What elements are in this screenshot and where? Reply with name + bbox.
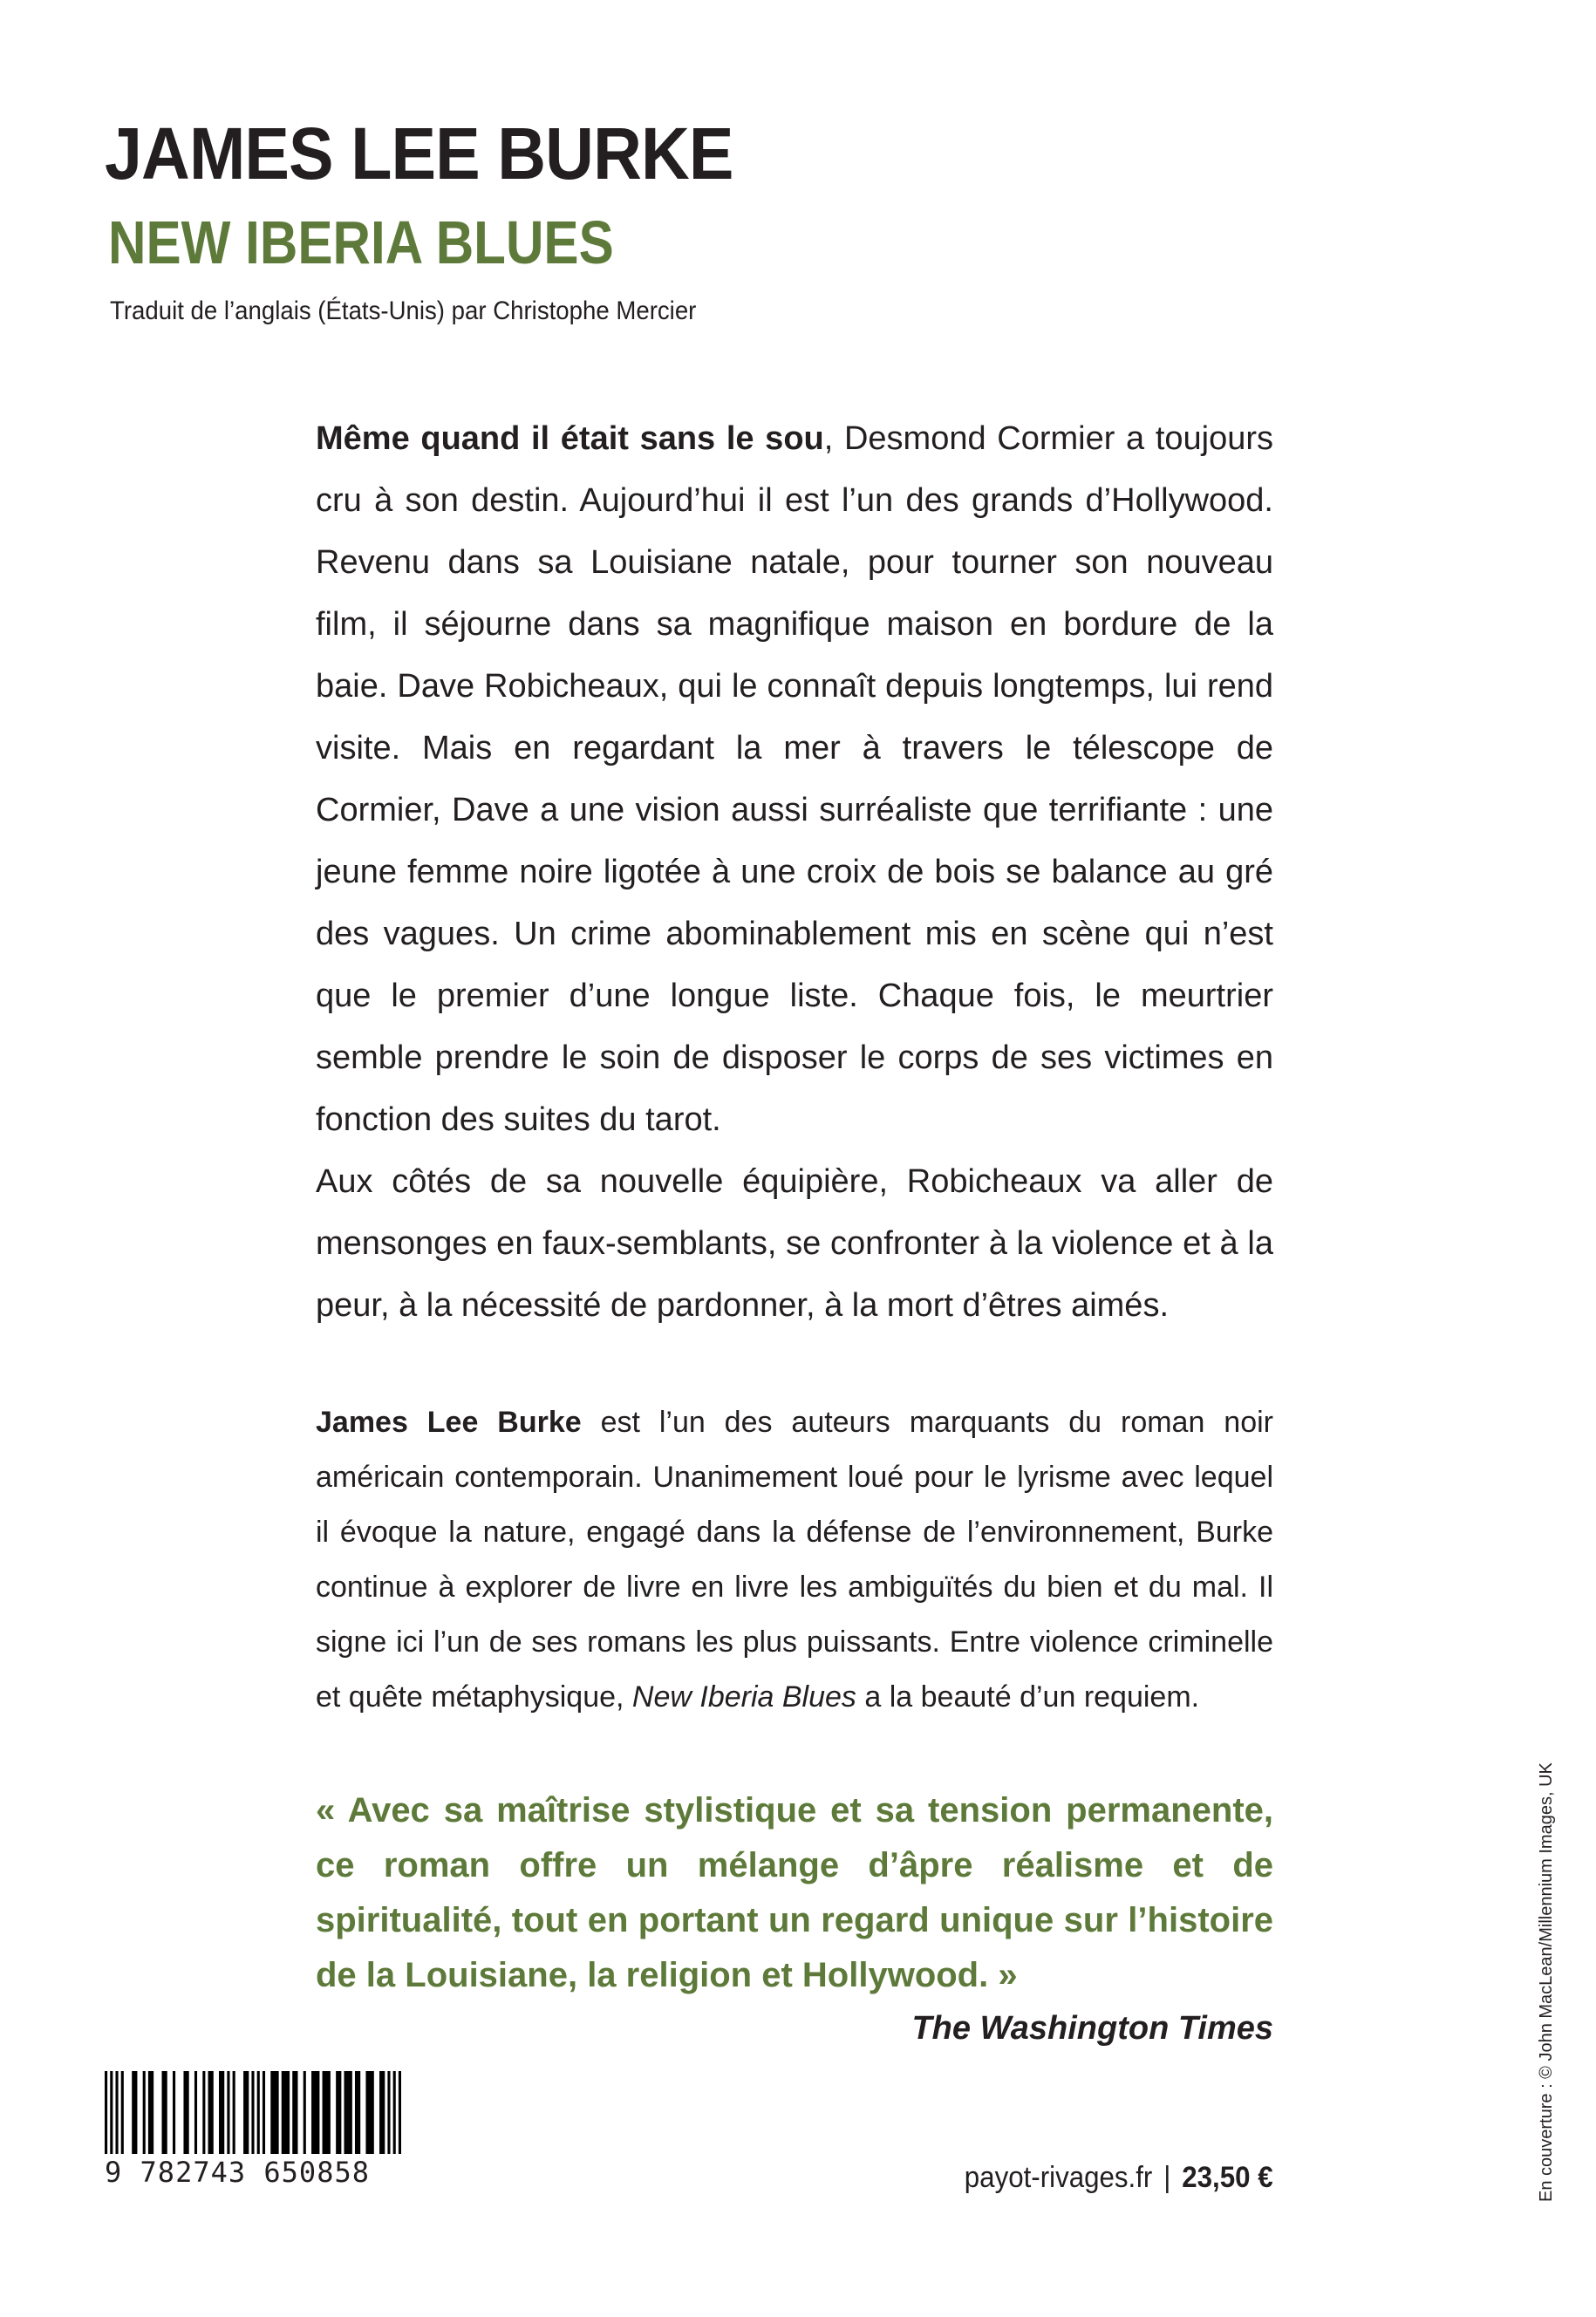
barcode-bar (251, 2071, 254, 2154)
barcode-bar (143, 2071, 146, 2154)
barcode-bar (311, 2071, 319, 2154)
barcode-bar (202, 2071, 205, 2154)
barcode-bar (183, 2071, 188, 2154)
barcode-bar (270, 2071, 278, 2154)
barcode-bar (304, 2071, 306, 2154)
barcode-bar (379, 2071, 385, 2154)
isbn-digits: 9 782743 650858 (105, 2156, 370, 2189)
barcode-bar (336, 2071, 341, 2154)
barcode-bars (105, 2071, 401, 2154)
barcode-bar (227, 2071, 229, 2154)
barcode-bar (355, 2071, 360, 2154)
barcode-bar (344, 2071, 352, 2154)
author-bio-paragraph (316, 1395, 1273, 1725)
barcode-bar (173, 2071, 175, 2154)
footer (965, 2161, 1273, 2195)
barcode-bar (219, 2071, 224, 2154)
barcode-bar (399, 2071, 401, 2154)
barcode-bar (194, 2071, 197, 2154)
author-bio-text-1: est l’un des auteurs marquants du roman noir américain contemporain. Unanimement loué pour le lyrisme avec lequel il évoque la nature, engagé dans la défense de l’environnement, Burke continue à explorer de livre en livre les ambiguïtés du bien et du mal. Il signe ici l’un de ses romans les plus puissants. Entre violence criminelle et quête métaphysique, (316, 1406, 1273, 1714)
barcode-bar (257, 2071, 260, 2154)
barcode-bar (148, 2071, 153, 2154)
author-name: JAMES LEE BURKE (105, 112, 733, 194)
barcode-bar (282, 2071, 290, 2154)
synopsis (316, 408, 1273, 1337)
press-quote (316, 1783, 1273, 2003)
barcode-bar (292, 2071, 297, 2154)
translator-credit: Traduit de l’anglais (États-Unis) par Christophe Mercier (110, 296, 697, 325)
barcode-bar (121, 2071, 124, 2154)
footer-separator: | (1163, 2161, 1171, 2194)
barcode-bar (323, 2071, 331, 2154)
barcode-bar (387, 2071, 390, 2154)
synopsis-paragraph-1 (316, 408, 1273, 1151)
publisher-website: payot-rivages.fr (965, 2161, 1153, 2194)
author-bio-lead: James Lee Burke (316, 1406, 582, 1439)
barcode-bar (162, 2071, 167, 2154)
barcode-bar (132, 2071, 137, 2154)
press-quote-text: « Avec sa maîtrise stylistique et sa tension permanente, ce roman offre un mélange d’âpre réalisme et de spiritualité, tout en portant un regard unique sur l’histoire de la Louisiane, la religion et Hollywood. » (316, 1791, 1273, 1994)
barcode-bar (233, 2071, 235, 2154)
author-bio-book-title: New Iberia Blues (631, 1680, 856, 1714)
synopsis-lead: Même quand il était sans le sou (316, 420, 824, 457)
barcode-bar (263, 2071, 265, 2154)
author-bio-text-2: a la beauté d’un requiem. (856, 1680, 1200, 1714)
barcode-bar (115, 2071, 118, 2154)
barcode-bar (243, 2071, 249, 2154)
author-bio (316, 1395, 1273, 1725)
price: 23,50 € (1182, 2161, 1273, 2194)
barcode-bar (365, 2071, 373, 2154)
barcode-bar (105, 2071, 107, 2154)
synopsis-paragraph-2: Aux côtés de sa nouvelle équipière, Robicheaux va aller de mensonges en faux-semblants, se confronter à la violence et à la peur, à la nécessité de pardonner, à la mort d’êtres aimés. (316, 1163, 1273, 1324)
barcode-bar (110, 2071, 113, 2154)
synopsis-paragraph-1-text: , Desmond Cormier a toujours cru à son destin. Aujourd’hui il est l’un des grands d’Hollywood. Revenu dans sa Louisiane natale, pour tourner son nouveau film, il séjourne dans sa magnifique maison en bordure de la baie. Dave Robicheaux, qui le connaît depuis longtemps, lui rend visite. Mais en regardant la mer à travers le télescope de Cormier, Dave a une vision aussi surréaliste que terrifiante : une jeune femme noire ligotée à une croix de bois se balance au gré des vagues. Un crime abominablement mis en scène qui n’est que le premier d’une longue liste. Chaque fois, le meurtrier semble prendre le soin de disposer le corps de ses victimes en fonction des suites du tarot. (316, 420, 1274, 1138)
cover-photo-credit: En couverture : © John MacLean/Millennium Images, UK (1537, 1762, 1556, 2202)
book-title: NEW IBERIA BLUES (108, 208, 614, 276)
barcode-bar (208, 2071, 214, 2154)
press-quote-source: The Washington Times (911, 2010, 1273, 2047)
barcode-bar (393, 2071, 396, 2154)
